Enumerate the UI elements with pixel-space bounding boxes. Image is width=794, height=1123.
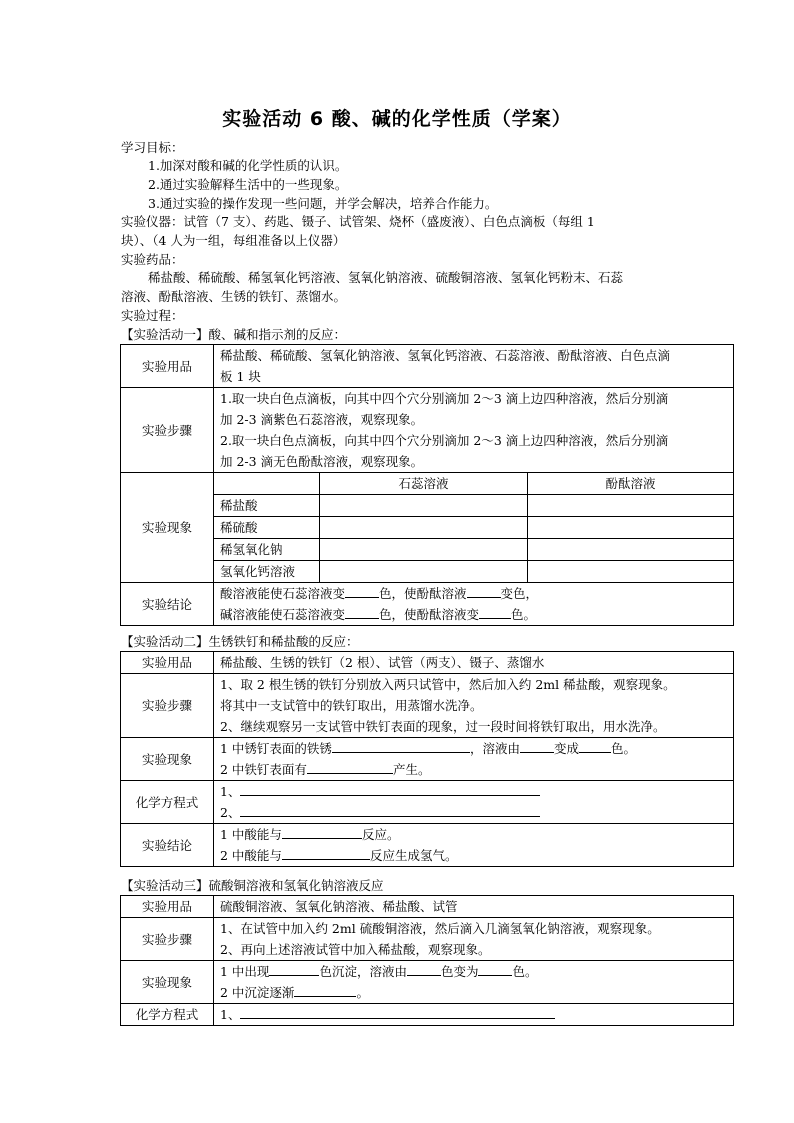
phenomena-label: 实验现象 — [121, 961, 214, 1004]
equation-number: 1、 — [220, 1007, 241, 1022]
objective-item: 1.加深对酸和碱的化学性质的认识。 — [148, 158, 348, 173]
answer-cell[interactable] — [320, 539, 528, 561]
conclusion-text: 色，使酚酞溶液 — [379, 586, 467, 601]
equation-label: 化学方程式 — [121, 781, 214, 824]
steps-label: 实验步骤 — [121, 388, 214, 473]
equation-number: 1、 — [220, 784, 241, 799]
process-label: 实验过程： — [121, 308, 184, 323]
conclusion-text: 1 中酸能与 — [220, 827, 282, 842]
step-line: 将其中一支试管中的铁钉取出，用蒸馏水洗净。 — [220, 698, 483, 713]
phenomena-text: 1 中出现 — [220, 964, 270, 979]
step-line: 2、继续观察另一支试管中铁钉表面的现象，过一段时间将铁钉取出，用水洗净。 — [220, 719, 666, 734]
fill-blank[interactable] — [478, 962, 512, 976]
step-line: 加 2-3 滴无色酚酞溶液，观察现象。 — [220, 454, 424, 469]
step-line: 1、取 2 根生锈的铁钉分别放入两只试管中，然后加入约 2ml 稀盐酸，观察现象。 — [220, 677, 676, 692]
instruments-line: 块）、（4 人为一组，每组准备以上仪器） — [121, 233, 346, 248]
answer-cell[interactable] — [320, 495, 528, 517]
row-label: 稀盐酸 — [214, 495, 320, 517]
conclusion-text: 色，使酚酞溶液变 — [379, 607, 480, 622]
phenomena-text: 。 — [356, 985, 369, 1000]
col-litmus: 石蕊溶液 — [320, 473, 528, 495]
phenomena-text: 产生。 — [392, 762, 431, 777]
materials-label: 实验用品 — [121, 896, 214, 918]
materials-cell: 硫酸铜溶液、氢氧化钠溶液、稀盐酸、试管 — [214, 896, 734, 918]
phenomena-label: 实验现象 — [121, 738, 214, 781]
fill-blank[interactable] — [579, 739, 611, 753]
conclusion-text: 反应生成氢气。 — [369, 848, 458, 863]
conclusion-text: 变色， — [500, 586, 539, 601]
fill-blank[interactable] — [240, 782, 540, 796]
objective-item: 2.通过实验解释生活中的一些现象。 — [148, 177, 348, 192]
phenomena-text: 色。 — [610, 741, 636, 756]
answer-cell[interactable] — [528, 517, 734, 539]
phenomena-text: ，溶液由 — [469, 741, 520, 756]
activity1-heading: 【实验活动一】酸、碱和指示剂的反应： — [121, 327, 347, 342]
answer-cell[interactable] — [320, 561, 528, 583]
steps-label: 实验步骤 — [121, 674, 214, 738]
steps-label: 实验步骤 — [121, 918, 214, 961]
steps-cell — [214, 918, 734, 961]
activity2-table — [120, 651, 734, 867]
conclusion-text: 2 中酸能与 — [220, 848, 282, 863]
row-label: 稀硫酸 — [214, 517, 320, 539]
step-line: 1.取一块白色点滴板，向其中四个穴分别滴加 2～3 滴上边四种溶液，然后分别滴 — [220, 391, 669, 406]
phenomena-text: 变成 — [553, 741, 579, 756]
fill-blank[interactable] — [282, 825, 362, 839]
step-line: 2.取一块白色点滴板，向其中四个穴分别滴加 2～3 滴上边四种溶液，然后分别滴 — [220, 433, 669, 448]
materials-label: 实验用品 — [121, 345, 214, 388]
conclusion-label: 实验结论 — [121, 824, 214, 867]
phenomena-text: 色变为 — [440, 964, 479, 979]
conclusion-text: 色。 — [511, 607, 537, 622]
equation-number: 2、 — [220, 805, 241, 820]
activity2-heading: 【实验活动二】生锈铁钉和稀盐酸的反应： — [121, 634, 359, 649]
equation-cell — [214, 781, 734, 824]
conclusion-cell — [214, 583, 734, 626]
col-phenolphthalein: 酚酞溶液 — [528, 473, 734, 495]
answer-cell[interactable] — [528, 495, 734, 517]
fill-blank[interactable] — [294, 983, 356, 997]
objective-item: 3.通过实验的操作发现一些问题，并学会解决，培养合作能力。 — [148, 196, 498, 211]
materials-cell — [214, 345, 734, 388]
conclusion-cell — [214, 824, 734, 867]
fill-blank[interactable] — [269, 962, 319, 976]
objectives-label: 学习目标： — [121, 140, 184, 155]
conclusion-text: 反应。 — [361, 827, 400, 842]
materials-line: 稀盐酸、稀硫酸、氢氧化钠溶液、氢氧化钙溶液、石蕊溶液、酚酞溶液、白色点滴 — [220, 348, 671, 363]
page-title: 实验活动 6 酸、碱的化学性质（学案） — [222, 108, 572, 130]
activity3-table — [120, 895, 734, 1026]
phenomena-text: 色。 — [512, 964, 538, 979]
instruments-line: 实验仪器：试管（7 支）、药匙、镊子、试管架、烧杯（盛废液）、白色点滴板（每组 1 — [121, 214, 595, 229]
reagents-line: 溶液、酚酞溶液、生锈的铁钉、蒸馏水。 — [121, 289, 347, 304]
fill-blank[interactable] — [307, 760, 393, 774]
phenomena-text: 2 中沉淀逐渐 — [220, 985, 295, 1000]
phenomena-cell — [214, 738, 734, 781]
answer-cell[interactable] — [528, 539, 734, 561]
conclusion-text: 碱溶液能使石蕊溶液变 — [220, 607, 346, 622]
equation-label: 化学方程式 — [121, 1004, 214, 1026]
steps-cell — [214, 388, 734, 473]
phenomena-text: 2 中铁钉表面有 — [220, 762, 307, 777]
answer-cell[interactable] — [320, 517, 528, 539]
reagents-label: 实验药品： — [121, 252, 184, 267]
step-line: 2、再向上述溶液试管中加入稀盐酸，观察现象。 — [220, 942, 491, 957]
step-line: 1、在试管中加入约 2ml 硫酸铜溶液，然后滴入几滴氢氧化钠溶液，观察现象。 — [220, 921, 660, 936]
phenomena-label: 实验现象 — [121, 473, 214, 583]
row-label: 氢氧化钙溶液 — [214, 561, 320, 583]
fill-blank[interactable] — [467, 584, 501, 598]
fill-blank[interactable] — [520, 739, 554, 753]
row-label: 稀氢氧化钠 — [214, 539, 320, 561]
materials-line: 板 1 块 — [220, 369, 261, 384]
equation-cell — [214, 1004, 734, 1026]
fill-blank[interactable] — [479, 605, 511, 619]
steps-cell — [214, 674, 734, 738]
phenomena-text: 色沉淀，溶液由 — [319, 964, 407, 979]
activity1-table — [120, 344, 734, 626]
empty-header-cell — [214, 473, 320, 495]
reagents-line: 稀盐酸、稀硫酸、稀氢氧化钙溶液、氢氧化钠溶液、硫酸铜溶液、氢氧化钙粉末、石蕊 — [148, 270, 624, 285]
fill-blank[interactable] — [407, 962, 441, 976]
conclusion-text: 酸溶液能使石蕊溶液变 — [220, 586, 346, 601]
fill-blank[interactable] — [345, 605, 379, 619]
fill-blank[interactable] — [332, 739, 470, 753]
fill-blank[interactable] — [282, 846, 370, 860]
fill-blank[interactable] — [240, 803, 540, 817]
answer-cell[interactable] — [528, 561, 734, 583]
activity3-heading: 【实验活动三】硫酸铜溶液和氢氧化钠溶液反应 — [121, 878, 384, 893]
materials-label: 实验用品 — [121, 652, 214, 674]
phenomena-text: 1 中锈钉表面的铁锈 — [220, 741, 332, 756]
fill-blank[interactable] — [240, 1005, 555, 1019]
materials-cell: 稀盐酸、生锈的铁钉（2 根）、试管（两支）、镊子、蒸馏水 — [214, 652, 734, 674]
conclusion-label: 实验结论 — [121, 583, 214, 626]
fill-blank[interactable] — [345, 584, 379, 598]
phenomena-cell — [214, 961, 734, 1004]
step-line: 加 2-3 滴紫色石蕊溶液，观察现象。 — [220, 412, 424, 427]
